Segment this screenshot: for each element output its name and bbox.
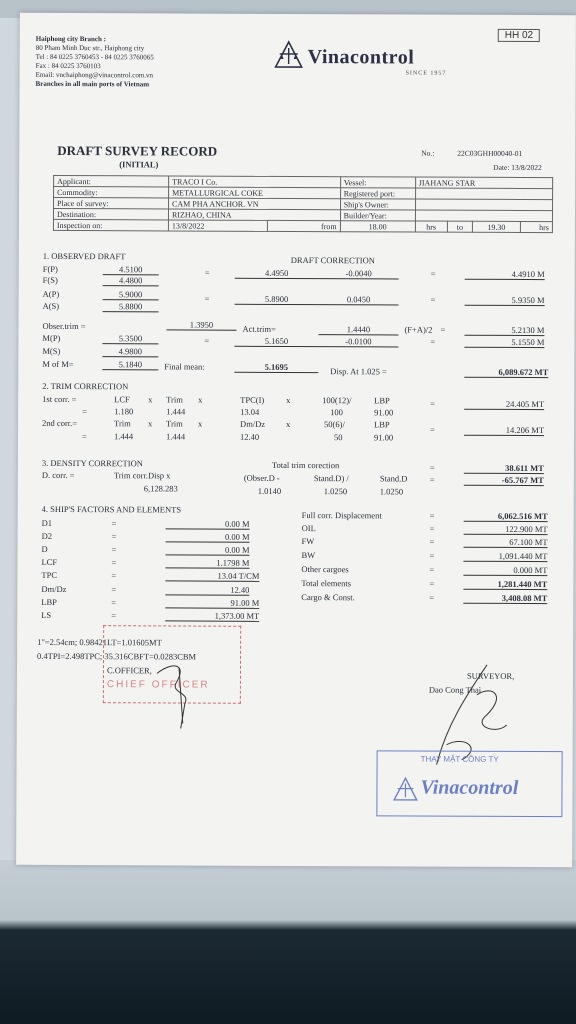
element-value: 0.000 MT <box>463 565 547 576</box>
vessel-value: JIAHANG STAR <box>415 177 552 189</box>
element-key: OIL <box>301 523 316 534</box>
lbp-label: LBP <box>374 419 390 430</box>
obs-trim-label: Obser.trim = <box>42 320 86 332</box>
dcorr-formula: Trim corr.Disp x <box>113 470 171 481</box>
x-sign: x <box>148 394 153 405</box>
trim-r2-dmdz: 12.40 <box>239 431 260 442</box>
mid-correction: -0.0100 <box>318 336 398 347</box>
trim-label: Trim <box>114 418 131 429</box>
fa2-label: (F+A)/2 <box>404 324 433 335</box>
no-label: No.: <box>421 148 435 158</box>
destination-value: RIZHAO, CHINA <box>168 209 340 221</box>
eq: = <box>430 336 436 347</box>
trim-label: Trim <box>166 418 183 429</box>
density-stand-d1: 1.0250 <box>323 486 348 497</box>
obs-d-label: (Obser.D - <box>243 472 280 483</box>
first-corr-label: 1st corr. = <box>42 393 77 405</box>
trim-r1-lcf: 1.180 <box>114 406 134 417</box>
act-trim-label: Act.trim= <box>242 323 276 334</box>
factor-value: 1.1798 M <box>165 557 249 568</box>
fifty6-label: 50(6)/ <box>324 419 345 430</box>
eq: = <box>429 462 435 473</box>
mp-value: 5.3500 <box>102 333 158 344</box>
branch-name: Haiphong city Branch : <box>35 34 106 44</box>
density-obs-d: 1.0140 <box>257 485 282 496</box>
eq: = <box>111 518 117 529</box>
officer-signature <box>147 653 217 733</box>
eq: = <box>111 610 117 621</box>
x-sign: x <box>198 418 203 429</box>
eq: = <box>111 597 117 608</box>
place-value: CAM PHA ANCHOR. VN <box>169 198 341 210</box>
factor-value: 0.00 M <box>166 531 250 542</box>
fwd-mean: 4.4950 <box>235 268 319 279</box>
doc-code-box: HH 02 <box>498 29 540 42</box>
company-stamp-logo-icon <box>392 776 418 802</box>
commodity-label: Commodity: <box>54 186 169 198</box>
factor-value: 91.00 M <box>165 597 259 608</box>
eq: = <box>111 544 117 555</box>
factor-key: D1 <box>41 517 53 528</box>
from-time: 18.00 <box>340 221 415 232</box>
ms-value: 4.9800 <box>102 346 158 357</box>
no-value: 22C03GHH00040-01 <box>457 148 523 158</box>
builder-label: Builder/Year: <box>340 210 415 221</box>
dmdz-label: Dm/Dz <box>240 418 266 429</box>
commodity-value: METALLURGICAL COKE <box>169 187 341 199</box>
eq: = <box>204 293 210 304</box>
inspection-label: Inspection on: <box>53 219 168 231</box>
branch-tel: Tel : 84 0225 3760453 - 84 0225 3760065 <box>35 52 154 62</box>
eq: = <box>429 510 435 521</box>
eq: = <box>82 406 87 417</box>
eq: = <box>429 536 435 547</box>
conversion-note-2: 0.4TPI=2.498TPC; 35.316CBFT=0.0283CBM <box>37 650 197 662</box>
element-key: Total elements <box>301 578 352 589</box>
factor-value: 12.40 <box>165 584 249 595</box>
branch-address: 80 Pham Minh Duc str., Haiphong city <box>35 43 145 53</box>
total-trim-label: Total trim corection <box>271 459 340 471</box>
eq: = <box>429 550 435 561</box>
conversion-note-1: 1"=2.54cm; 0.98421LT=1.01605MT <box>37 636 162 648</box>
mp-label: M(P) <box>42 332 61 343</box>
element-key: Full corr. Displacement <box>301 510 382 521</box>
element-value: 1,091.440 MT <box>463 551 547 562</box>
from-label: from <box>267 220 340 231</box>
eq: = <box>204 335 210 346</box>
mid-mean: 5.1650 <box>234 336 318 347</box>
lcf-label: LCF <box>114 394 130 405</box>
inspection-value: 13/8/2022 <box>168 220 267 231</box>
eq: = <box>204 267 210 278</box>
page-title: DRAFT SURVEY RECORD <box>57 142 218 159</box>
eq: = <box>111 531 117 542</box>
ms-label: M(S) <box>42 345 61 356</box>
registered-label: Registered port: <box>340 188 415 199</box>
trim-r1-trim: 1.444 <box>166 406 186 417</box>
hrs2-label: hrs <box>520 221 552 232</box>
logo-text: Vinacontrol <box>307 46 415 69</box>
document-page <box>16 13 576 867</box>
factor-key: Dm/Dz <box>41 583 67 594</box>
vessel-label: Vessel: <box>340 177 415 188</box>
ap-value: 5.9000 <box>103 289 159 300</box>
mofm-value: 5.1840 <box>102 359 158 370</box>
eq: = <box>111 570 117 581</box>
density-stand-d2: 1.0250 <box>379 486 404 497</box>
factor-key: LS <box>41 609 52 620</box>
x-sign: x <box>286 394 291 405</box>
background-desk <box>0 860 576 1024</box>
factor-value: 1,373.00 MT <box>165 610 259 621</box>
final-mean-label: Final mean: <box>164 361 205 372</box>
element-key: Other cargoes <box>301 564 349 575</box>
element-value: 1,281.440 MT <box>463 579 547 590</box>
place-label: Place of survey: <box>54 197 169 209</box>
branch-email: Email: vnchaiphong@vinacontrol.com.vn <box>35 70 154 80</box>
eq: = <box>430 268 436 279</box>
applicant-label: Applicant: <box>54 175 169 187</box>
officer-stamp: CHIEF OFFICER <box>106 679 210 691</box>
disp-value: 6,089.672 MT <box>464 367 548 378</box>
factor-key: LBP <box>41 596 57 607</box>
factor-value: 0.00 M <box>165 544 249 555</box>
vinacontrol-logo-icon <box>274 40 304 70</box>
element-key: BW <box>301 550 316 561</box>
mofm-label: M of M= <box>42 358 74 370</box>
eq: = <box>429 474 435 485</box>
eq: = <box>429 523 435 534</box>
mid-result: 5.1550 M <box>464 337 544 348</box>
aft-result: 5.9350 M <box>465 295 545 306</box>
to-time: 19.30 <box>472 221 520 232</box>
element-value: 6,062.516 MT <box>464 511 548 522</box>
hrs1-label: hrs <box>415 221 447 232</box>
dcorr-value: -65.767 MT <box>464 475 544 486</box>
factor-key: D <box>41 543 48 554</box>
stand-d1-label: Stand.D) / <box>313 473 349 484</box>
surveyor-label: SURVEYOR, <box>466 670 515 681</box>
destination-label: Destination: <box>53 208 168 220</box>
factors-heading: 4. SHIP'S FACTORS AND ELEMENTS <box>41 503 182 515</box>
x-sign: x <box>198 394 203 405</box>
applicant-value: TRACO I Co. <box>169 176 341 188</box>
total-trim-value: 38.611 MT <box>464 463 544 474</box>
trim-r2-trim1: 1.444 <box>113 431 134 442</box>
observed-heading: 1. OBSERVED DRAFT <box>42 250 126 262</box>
builder-value <box>415 210 552 222</box>
eq: = <box>111 557 117 568</box>
factor-key: D2 <box>41 530 52 541</box>
branch-ports: Branches in all main ports of Vietnam <box>35 79 150 89</box>
element-key: FW <box>301 536 315 547</box>
date-label: Date: 13/8/2022 <box>493 162 542 173</box>
logo-since: SINCE 1957 <box>405 70 447 77</box>
factor-value: 13.04 T/CM <box>165 570 259 581</box>
fs-label: F(S) <box>42 274 58 285</box>
disp-label: Disp. At 1.025 = <box>330 366 387 377</box>
tpc-label: TPC(I) <box>240 394 265 405</box>
draft-correction-heading: DRAFT CORRECTION <box>290 254 375 266</box>
eq: = <box>81 431 87 442</box>
branch-fax: Fax : 84 0225 3760103 <box>35 61 101 71</box>
trim-r2-trim2: 1.444 <box>165 431 186 442</box>
fp-label: F(P) <box>42 263 58 274</box>
page-subtitle: (INITIAL) <box>119 159 159 170</box>
factor-key: LCF <box>41 556 58 567</box>
stand-d2-label: Stand.D <box>379 473 408 484</box>
trim-r2-lbp: 91.00 <box>373 432 394 443</box>
trim-heading: 2. TRIM CORRECTION <box>42 380 129 392</box>
fa2-value: 5.2130 M <box>464 325 544 336</box>
surveyor-name: Dao Cong Thai <box>428 684 482 695</box>
owner-label: Ship's Owner: <box>340 199 415 210</box>
trim-r1-tpc: 13.04 <box>240 406 260 417</box>
second-corr-label: 2nd corr.= <box>42 417 78 429</box>
eq: = <box>429 578 435 589</box>
as-value: 5.8800 <box>103 301 159 312</box>
factor-key: TPC <box>41 569 58 580</box>
hundred12-label: 100(12)/ <box>322 395 352 406</box>
element-value: 122.900 MT <box>464 524 548 535</box>
eq: = <box>429 592 435 603</box>
act-trim-value: 1.4440 <box>318 324 398 335</box>
element-key: Cargo & Const. <box>301 592 355 603</box>
x-sign: x <box>148 418 153 429</box>
ap-label: A(P) <box>42 288 60 299</box>
to-label: to <box>447 221 472 232</box>
element-value: 67.100 MT <box>464 537 548 548</box>
final-mean-value: 5.1695 <box>234 362 318 373</box>
trim-r2-50: 50 <box>333 432 343 443</box>
fp-value: 4.5100 <box>103 264 159 275</box>
dcorr-label: D. corr. = <box>41 469 75 481</box>
density-heading: 3. DENSITY CORRECTION <box>41 457 143 469</box>
eq: = <box>429 564 435 575</box>
eq: = <box>440 324 446 335</box>
aft-mean: 5.8900 <box>235 294 319 305</box>
fwd-correction: -0.0040 <box>319 268 399 279</box>
eq: = <box>430 398 435 409</box>
company-stamp-top: THAY MẶT CÔNG TY <box>420 754 499 764</box>
obs-trim-value: 1.3950 <box>166 319 236 330</box>
trim-r1-100: 100 <box>330 407 343 418</box>
owner-value <box>415 199 552 211</box>
company-stamp-name: Vinacontrol <box>420 776 519 799</box>
trim-label: Trim <box>166 394 183 405</box>
aft-correction: 0.0450 <box>319 294 399 305</box>
eq: = <box>430 294 436 305</box>
trim-r1-lbp: 91.00 <box>374 407 394 418</box>
element-value: 3,408.08 MT <box>463 593 547 604</box>
info-table <box>53 175 553 233</box>
first-corr-value: 24.405 MT <box>464 399 544 410</box>
factor-value: 0.00 M <box>166 518 250 529</box>
officer-label: C.OFFICER, <box>106 665 152 676</box>
fwd-result: 4.4910 M <box>465 269 545 280</box>
fs-value: 4.4800 <box>103 275 159 286</box>
second-corr-value: 14.206 MT <box>464 425 544 436</box>
x-sign: x <box>286 418 291 429</box>
as-label: A(S) <box>42 300 60 311</box>
eq: = <box>430 424 435 435</box>
lbp-label: LBP <box>374 395 390 406</box>
eq: = <box>111 584 117 595</box>
density-trim-disp: 6,128.283 <box>143 483 178 494</box>
registered-value <box>415 188 552 200</box>
